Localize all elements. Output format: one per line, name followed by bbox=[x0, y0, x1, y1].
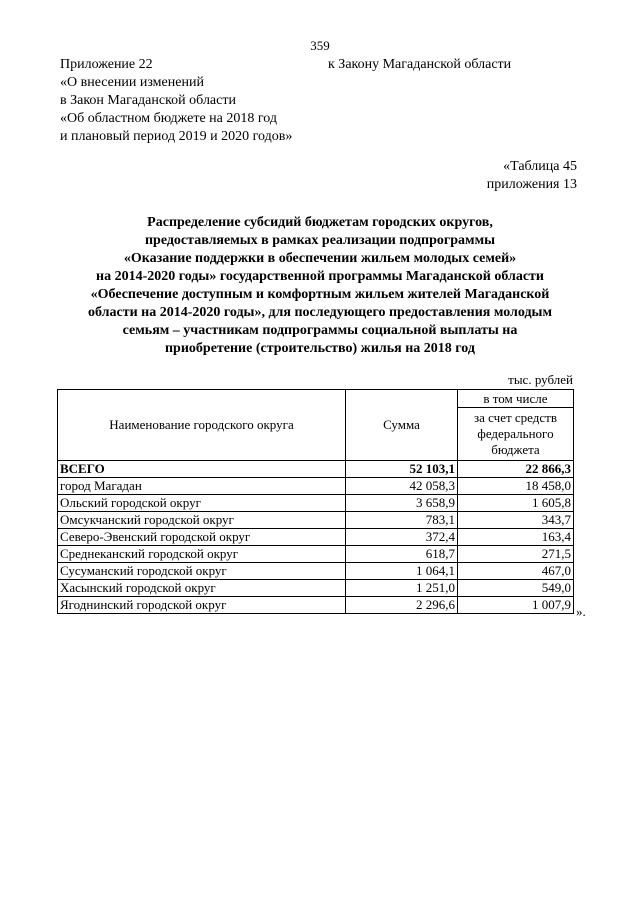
document-title bbox=[0, 214, 640, 358]
table-reference bbox=[487, 158, 577, 194]
table-row bbox=[58, 478, 574, 495]
annex-line: и плановый период 2019 и 2020 годов» bbox=[60, 129, 293, 144]
table-row bbox=[58, 580, 574, 597]
page-number: 359 bbox=[310, 38, 330, 53]
row-federal: 22 866,3 bbox=[457, 461, 573, 478]
row-name: Северо-Эвенский городской округ bbox=[58, 529, 346, 546]
closing-quote: ». bbox=[576, 604, 586, 619]
title-line: на 2014-2020 годы» государственной программы Магаданской области bbox=[96, 269, 544, 284]
row-sum: 1 251,0 bbox=[346, 580, 458, 597]
row-federal: 1 007,9 bbox=[457, 597, 573, 614]
subsidy-table bbox=[57, 389, 574, 614]
header-name: Наименование городского округа bbox=[58, 390, 346, 461]
row-federal: 549,0 bbox=[457, 580, 573, 597]
row-name: город Магадан bbox=[58, 478, 346, 495]
title-line: Распределение субсидий бюджетам городских округов, bbox=[147, 215, 493, 230]
annex-law-reference: к Закону Магаданской области bbox=[328, 57, 512, 72]
row-federal: 18 458,0 bbox=[457, 478, 573, 495]
row-federal: 467,0 bbox=[457, 563, 573, 580]
annex-reference bbox=[60, 56, 292, 146]
row-federal: 163,4 bbox=[457, 529, 573, 546]
row-name: Хасынский городской округ bbox=[58, 580, 346, 597]
table-row bbox=[58, 495, 574, 512]
title-line: «Оказание поддержки в обеспечении жильем молодых семей» bbox=[123, 251, 517, 266]
title-line: семьям – участникам подпрограммы социальной выплаты на bbox=[122, 323, 518, 338]
table-ref-line: приложения 13 bbox=[486, 177, 577, 192]
row-federal: 343,7 bbox=[457, 512, 573, 529]
row-sum: 372,4 bbox=[346, 529, 458, 546]
row-name: Среднеканский городской округ bbox=[58, 546, 346, 563]
table-row-total bbox=[58, 461, 574, 478]
table-row bbox=[58, 529, 574, 546]
table-ref-line: «Таблица 45 bbox=[503, 159, 577, 174]
row-sum: 3 658,9 bbox=[346, 495, 458, 512]
row-name: Ольский городской округ bbox=[58, 495, 346, 512]
annex-line: «Об областном бюджете на 2018 год bbox=[60, 111, 277, 126]
title-line: приобретение (строительство) жилья на 2018 год bbox=[164, 341, 475, 356]
annex-line: «О внесении изменений bbox=[60, 75, 204, 90]
header-including: в том числе bbox=[457, 390, 573, 408]
annex-line: в Закон Магаданской области bbox=[60, 93, 236, 108]
row-name: Омсукчанский городской округ bbox=[58, 512, 346, 529]
row-sum: 52 103,1 bbox=[346, 461, 458, 478]
header-federal: за счет средств федерального бюджета bbox=[457, 408, 573, 461]
row-name: Ягоднинский городской округ bbox=[58, 597, 346, 614]
table-row bbox=[58, 597, 574, 614]
row-name: ВСЕГО bbox=[58, 461, 346, 478]
row-sum: 42 058,3 bbox=[346, 478, 458, 495]
row-federal: 271,5 bbox=[457, 546, 573, 563]
row-name: Сусуманский городской округ bbox=[58, 563, 346, 580]
annex-line: Приложение 22 bbox=[60, 57, 153, 72]
table-row bbox=[58, 512, 574, 529]
row-sum: 618,7 bbox=[346, 546, 458, 563]
table-row bbox=[58, 563, 574, 580]
title-line: области на 2014-2020 годы», для последующего предоставления молодым bbox=[87, 305, 553, 320]
units-label: тыс. рублей bbox=[508, 372, 573, 387]
title-line: предоставляемых в рамках реализации подпрограммы bbox=[144, 233, 496, 248]
row-sum: 1 064,1 bbox=[346, 563, 458, 580]
row-sum: 783,1 bbox=[346, 512, 458, 529]
header-sum: Сумма bbox=[346, 390, 458, 461]
row-sum: 2 296,6 bbox=[346, 597, 458, 614]
title-line: «Обеспечение доступным и комфортным жильем жителей Магаданской bbox=[90, 287, 550, 302]
table-row bbox=[58, 546, 574, 563]
row-federal: 1 605,8 bbox=[457, 495, 573, 512]
